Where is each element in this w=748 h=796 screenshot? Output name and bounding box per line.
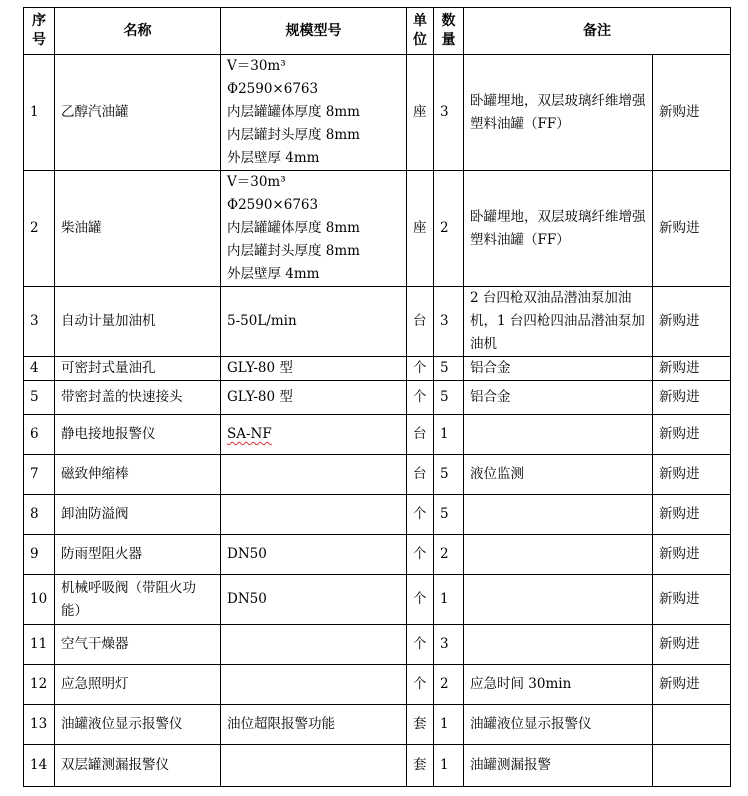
cell-unit: 座 <box>407 55 434 171</box>
cell-no: 1 <box>24 55 55 171</box>
equipment-table <box>23 7 731 787</box>
cell-spec <box>221 415 407 455</box>
cell-no: 14 <box>24 745 55 787</box>
cell-unit: 个 <box>407 535 434 575</box>
table-row <box>24 381 731 415</box>
cell-spec: V＝30m³ Φ2590×6763 内层罐罐体厚度 8mm 内层罐封头厚度 8mm 外层壁厚 4mm <box>221 55 407 171</box>
cell-qty: 1 <box>434 575 464 625</box>
cell-spec: DN50 <box>221 575 407 625</box>
cell-description: 液位监测 <box>464 455 653 495</box>
cell-status: 新购进 <box>653 455 731 495</box>
table-row <box>24 415 731 455</box>
cell-status: 新购进 <box>653 495 731 535</box>
cell-qty: 3 <box>434 625 464 665</box>
cell-description: 油罐测漏报警 <box>464 745 653 787</box>
table-row <box>24 705 731 745</box>
cell-status: 新购进 <box>653 381 731 415</box>
cell-unit: 个 <box>407 495 434 535</box>
table-row <box>24 745 731 787</box>
cell-spec <box>221 625 407 665</box>
cell-name: 可密封式量油孔 <box>55 357 221 381</box>
cell-spec <box>221 455 407 495</box>
cell-name: 带密封盖的快速接头 <box>55 381 221 415</box>
cell-unit: 个 <box>407 665 434 705</box>
cell-qty: 5 <box>434 381 464 415</box>
cell-unit: 台 <box>407 455 434 495</box>
cell-unit: 个 <box>407 625 434 665</box>
cell-spec <box>221 495 407 535</box>
cell-qty: 3 <box>434 55 464 171</box>
header-remark: 备注 <box>464 8 731 55</box>
cell-spec: 5-50L/min <box>221 287 407 357</box>
cell-unit: 个 <box>407 575 434 625</box>
header-unit: 单位 <box>407 8 434 55</box>
cell-name: 磁致伸缩棒 <box>55 455 221 495</box>
cell-qty: 5 <box>434 495 464 535</box>
header-qty: 数量 <box>434 8 464 55</box>
cell-qty: 2 <box>434 535 464 575</box>
header-no: 序号 <box>24 8 55 55</box>
cell-spec: GLY-80 型 <box>221 357 407 381</box>
table-row <box>24 357 731 381</box>
cell-no: 4 <box>24 357 55 381</box>
table-row <box>24 575 731 625</box>
table-row <box>24 171 731 287</box>
cell-description <box>464 535 653 575</box>
cell-description: 卧罐埋地，双层玻璃纤维增强塑料油罐（FF） <box>464 55 653 171</box>
cell-name: 双层罐测漏报警仪 <box>55 745 221 787</box>
cell-name: 自动计量加油机 <box>55 287 221 357</box>
cell-description <box>464 495 653 535</box>
cell-description: 卧罐埋地，双层玻璃纤维增强塑料油罐（FF） <box>464 171 653 287</box>
cell-no: 3 <box>24 287 55 357</box>
cell-spec <box>221 665 407 705</box>
cell-name: 静电接地报警仪 <box>55 415 221 455</box>
cell-status: 新购进 <box>653 665 731 705</box>
cell-qty: 1 <box>434 415 464 455</box>
cell-qty: 1 <box>434 745 464 787</box>
header-spec: 规模型号 <box>221 8 407 55</box>
table-row <box>24 625 731 665</box>
cell-description <box>464 575 653 625</box>
cell-status: 新购进 <box>653 171 731 287</box>
cell-qty: 5 <box>434 455 464 495</box>
cell-status: 新购进 <box>653 55 731 171</box>
cell-no: 11 <box>24 625 55 665</box>
cell-description: 2 台四枪双油品潜油泵加油机，1 台四枪四油品潜油泵加油机 <box>464 287 653 357</box>
cell-no: 10 <box>24 575 55 625</box>
cell-status <box>653 745 731 787</box>
cell-no: 8 <box>24 495 55 535</box>
cell-status: 新购进 <box>653 575 731 625</box>
cell-qty: 2 <box>434 665 464 705</box>
table-row <box>24 665 731 705</box>
cell-status: 新购进 <box>653 535 731 575</box>
cell-description: 应急时间 30min <box>464 665 653 705</box>
table-row <box>24 535 731 575</box>
cell-spec: 油位超限报警功能 <box>221 705 407 745</box>
cell-description: 铝合金 <box>464 381 653 415</box>
cell-description <box>464 625 653 665</box>
cell-spec: GLY-80 型 <box>221 381 407 415</box>
cell-unit: 台 <box>407 415 434 455</box>
cell-name: 空气干燥器 <box>55 625 221 665</box>
cell-name: 机械呼吸阀（带阻火功能） <box>55 575 221 625</box>
cell-no: 7 <box>24 455 55 495</box>
cell-qty: 3 <box>434 287 464 357</box>
cell-spec <box>221 745 407 787</box>
cell-no: 5 <box>24 381 55 415</box>
cell-qty: 2 <box>434 171 464 287</box>
cell-unit: 套 <box>407 745 434 787</box>
cell-status: 新购进 <box>653 287 731 357</box>
cell-status: 新购进 <box>653 625 731 665</box>
table-body <box>24 55 731 787</box>
cell-name: 应急照明灯 <box>55 665 221 705</box>
cell-no: 6 <box>24 415 55 455</box>
cell-unit: 座 <box>407 171 434 287</box>
cell-spec: DN50 <box>221 535 407 575</box>
cell-name: 柴油罐 <box>55 171 221 287</box>
table-row <box>24 287 731 357</box>
cell-no: 9 <box>24 535 55 575</box>
table-row <box>24 455 731 495</box>
cell-status <box>653 705 731 745</box>
cell-unit: 套 <box>407 705 434 745</box>
cell-name: 防雨型阻火器 <box>55 535 221 575</box>
cell-status: 新购进 <box>653 415 731 455</box>
cell-unit: 台 <box>407 287 434 357</box>
cell-qty: 5 <box>434 357 464 381</box>
cell-qty: 1 <box>434 705 464 745</box>
spellcheck-underline: SA-NF <box>227 426 272 442</box>
cell-no: 13 <box>24 705 55 745</box>
cell-status: 新购进 <box>653 357 731 381</box>
cell-description: 铝合金 <box>464 357 653 381</box>
cell-no: 12 <box>24 665 55 705</box>
header-row <box>24 8 731 55</box>
table-row <box>24 495 731 535</box>
cell-unit: 个 <box>407 357 434 381</box>
cell-name: 油罐液位显示报警仪 <box>55 705 221 745</box>
table-header <box>24 8 731 55</box>
header-name: 名称 <box>55 8 221 55</box>
cell-spec: V＝30m³ Φ2590×6763 内层罐罐体厚度 8mm 内层罐封头厚度 8mm 外层壁厚 4mm <box>221 171 407 287</box>
cell-description <box>464 415 653 455</box>
cell-name: 卸油防溢阀 <box>55 495 221 535</box>
cell-no: 2 <box>24 171 55 287</box>
cell-name: 乙醇汽油罐 <box>55 55 221 171</box>
cell-description: 油罐液位显示报警仪 <box>464 705 653 745</box>
table-row <box>24 55 731 171</box>
cell-unit: 个 <box>407 381 434 415</box>
